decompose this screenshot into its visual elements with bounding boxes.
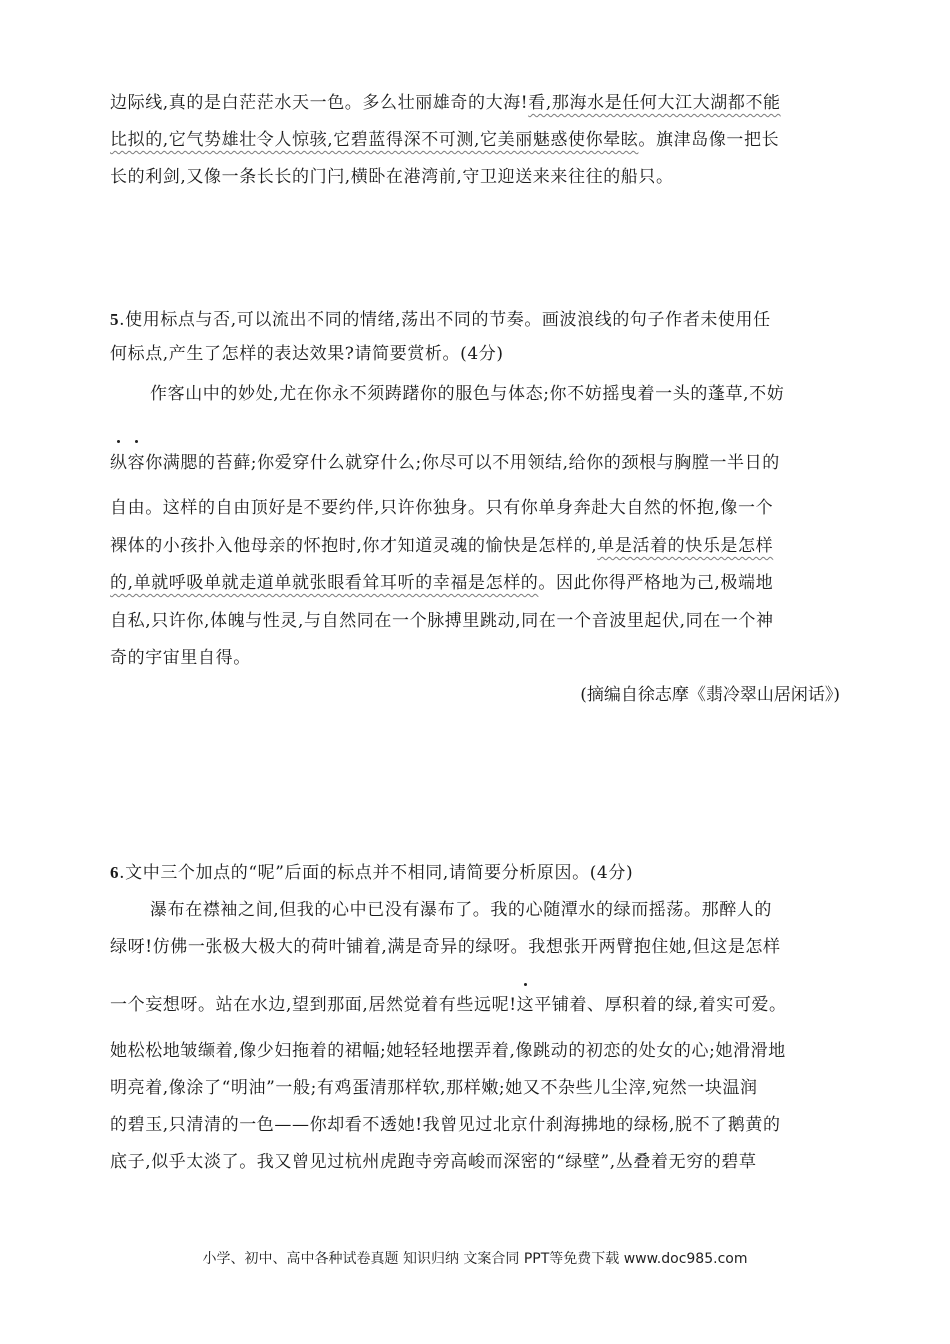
passage-line — [110, 92, 840, 114]
wavy-underlined-text: 比拟的,它气势雄壮令人惊骇,它碧蓝得深不可测,它美丽魅惑使你晕眩 — [110, 130, 639, 150]
wavy-underlined-text: 看,那海水是任何大江大湖都不能 — [528, 93, 781, 113]
wavy-underlined-text: 单是活着的快乐是怎样 — [597, 536, 774, 556]
text-plain: 作客山中的妙处,尤在你永不须踌躇你的服色与体态;你不妨摇曳着一头的蓬草,不妨 — [150, 384, 785, 404]
question-number: 6 — [110, 863, 120, 882]
text-plain: 纵容你满腮的苔藓;你爱穿什么就穿什么;你尽可以不用领结,给你的颈根与胸膛一半日的 — [110, 453, 780, 473]
text-plain: 裸体的小孩扑入他母亲的怀抱时,你才知道灵魂的愉快是怎样的, — [110, 536, 598, 556]
text-plain: 一个妄想呀。站在水边,望到那面,居然觉着有些远呢!这平铺着、厚积着的绿,着实可爱。 — [110, 995, 787, 1015]
passage-line — [110, 452, 840, 474]
text-plain: 明亮着,像涂了“明油”一般;有鸡蛋清那样软,那样嫩;她又不杂些儿尘滓,宛然一块温润 — [110, 1078, 758, 1098]
text-plain: 自私,只许你,体魄与性灵,与自然同在一个脉搏里跳动,同在一个音波里起伏,同在一个神 — [110, 611, 774, 631]
passage-line — [110, 647, 840, 669]
passage-line — [110, 1077, 840, 1099]
passage-line — [110, 936, 840, 958]
wavy-underlined-text: 的,单就呼吸单就走道单就张眼看耸耳听的幸福是怎样的 — [110, 573, 539, 593]
question-5-title — [110, 309, 840, 331]
text-plain: 她松松地皱缬着,像少妇拖着的裙幅;她轻轻地摆弄着,像跳动的初恋的处女的心;她滑滑地 — [110, 1041, 786, 1061]
passage-line — [110, 166, 840, 188]
text-plain: 边际线,真的是白茫茫水天一色。多么壮丽雄奇的大海! — [110, 93, 529, 113]
text-plain: 奇的宇宙里自得。 — [110, 648, 251, 668]
emphasis-dot — [117, 440, 120, 443]
text-plain: 自由。这样的自由顶好是不要约伴,只许你独身。只有你单身奔赴大自然的怀抱,像一个 — [110, 498, 774, 518]
passage-line — [110, 610, 840, 632]
text-plain: 瀑布在襟袖之间,但我的心中已没有瀑布了。我的心随潭水的绿而摇荡。那醉人的 — [150, 900, 773, 920]
passage-line — [110, 129, 840, 151]
passage-line — [110, 1151, 840, 1173]
question-text: .文中三个加点的“呢”后面的标点并不相同,请简要分析原因。(4分) — [119, 863, 634, 883]
source-citation: (摘编自徐志摩《翡冷翠山居闲话》) — [580, 685, 840, 705]
question-6-title — [110, 862, 840, 884]
question-text: .使用标点与否,可以流出不同的情绪,荡出不同的节奏。画波浪线的句子作者未使用任 — [119, 310, 771, 330]
page-footer: 小学、初中、高中各种试卷真题 知识归纳 文案合同 PPT等免费下载 www.doc985.com — [202, 1251, 748, 1267]
text-plain: 。因此你得严格地为己,极端地 — [538, 573, 774, 593]
text-plain: 绿呀!仿佛一张极大极大的荷叶铺着,满是奇异的绿呀。我想张开两臂抱住她,但这是怎样 — [110, 937, 781, 957]
text-plain: 长的利剑,又像一条长长的门闩,横卧在港湾前,守卫迎送来来往往的船只。 — [110, 167, 674, 187]
text-plain: 底子,似乎太淡了。我又曾见过杭州虎跑寺旁高峻而深密的“绿壁”,丛叠着无穷的碧草 — [110, 1152, 757, 1172]
text-plain: 的碧玉,只清清的一色——你却看不透她!我曾见过北京什刹海拂地的绿杨,脱不了鹅黄的 — [110, 1115, 781, 1135]
emphasis-dot — [524, 983, 527, 986]
passage-line — [110, 1040, 840, 1062]
passage-line — [110, 994, 840, 1016]
emphasis-dot — [135, 440, 138, 443]
question-text: 何标点,产生了怎样的表达效果?请简要赏析。(4分) — [110, 344, 504, 364]
passage-line — [110, 1114, 840, 1136]
passage-line — [110, 535, 840, 557]
passage-line — [150, 383, 840, 405]
passage-line — [150, 899, 840, 921]
passage-line — [110, 572, 840, 594]
question-5-title-cont — [110, 343, 840, 365]
passage-line — [110, 497, 840, 519]
question-number: 5 — [110, 310, 120, 329]
text-plain: 。旗津岛像一把长 — [638, 130, 780, 150]
